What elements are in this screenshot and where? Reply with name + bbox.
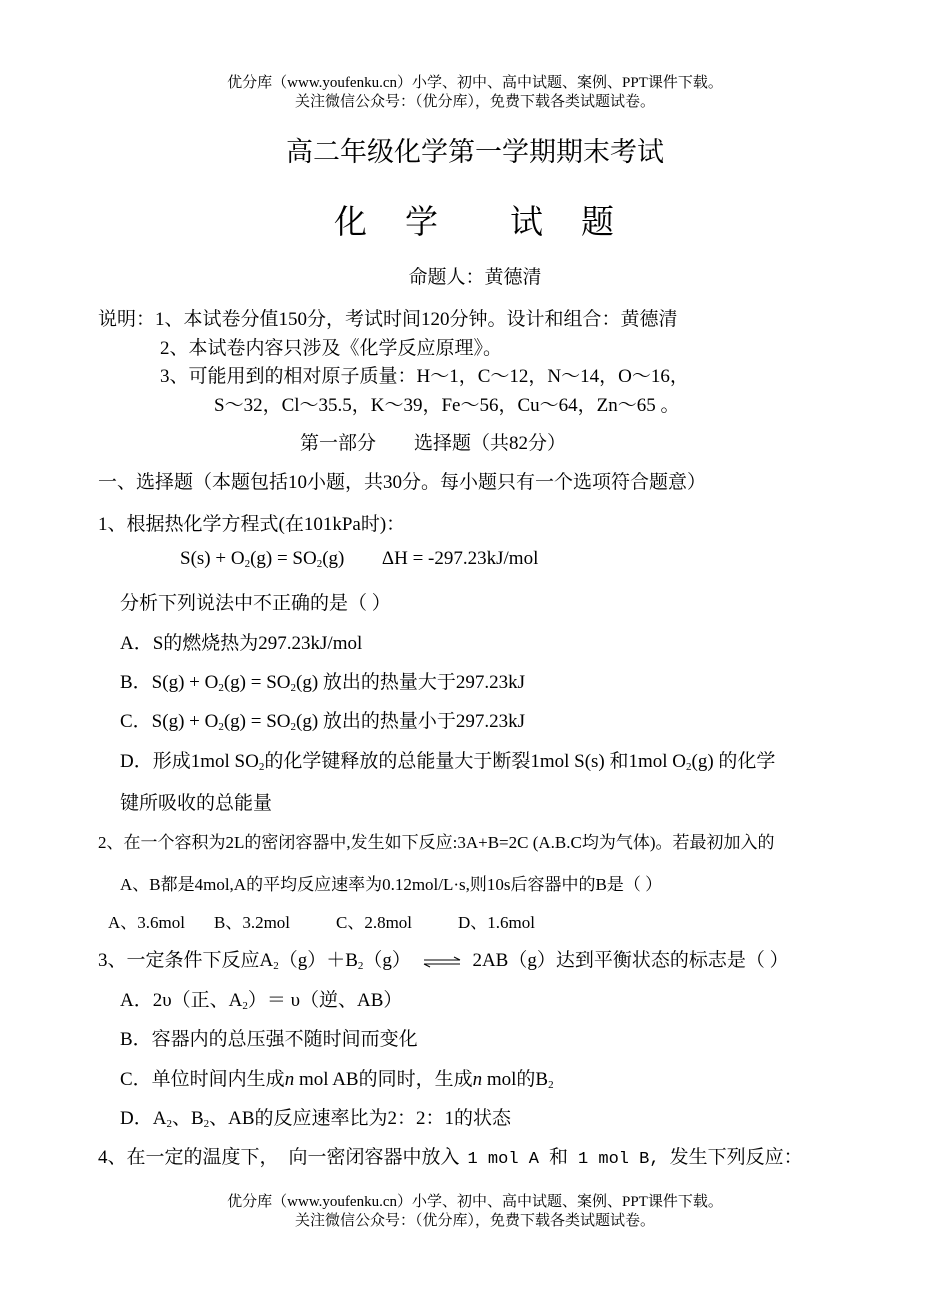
q2-options — [108, 908, 535, 933]
subject-char: 学 — [405, 205, 440, 241]
q3-d-post: 、AB的反应速率比为2：2：1的状态 — [209, 1108, 512, 1129]
q2-stem: 2、在一个容积为2L的密闭容器中,发生如下反应:3A+B=2C (A.B.C均为气体)。若最初加入的 — [98, 833, 775, 852]
instruction-item-3-cont: S～32，Cl～35.5，K～39，Fe～56，Cu～64，Zn～65 。 — [214, 395, 680, 416]
q3-stem-pre: 3、一定条件下反应A — [98, 950, 274, 971]
q1-d-mid: 的化学键释放的总能量大于断裂1mol S(s) 和1mol O — [264, 751, 687, 772]
q4-stem-amount-b: 1 mol B, — [577, 1150, 660, 1169]
q4-stem — [98, 1142, 803, 1169]
subject-char: 试 — [510, 205, 545, 241]
q3-option-b: B．容器内的总压强不随时间而变化 — [120, 1029, 418, 1050]
subscript: 2 — [258, 761, 265, 773]
q4-stem-pre: 4、在一定的温度下， — [98, 1147, 279, 1168]
q2-option-a: A、3.6mol — [108, 913, 185, 932]
q2-option-b: B、3.2mol — [214, 913, 291, 932]
q1-option-d-cont: 键所吸收的总能量 — [120, 793, 273, 814]
subscript: 2 — [290, 721, 297, 733]
subject-title — [0, 196, 950, 243]
q2-option-d: D、1.6mol — [458, 913, 535, 932]
q3-stem-post: 2AB（g）达到平衡状态的标志是（ ） — [472, 950, 789, 971]
header-line-1: 优分库（www.youfenku.cn）小学、初中、高中试题、案例、PPT课件下载。 — [227, 75, 723, 91]
subscript: 2 — [203, 1118, 210, 1130]
q1-eq-left: S(s) + O — [180, 548, 245, 569]
subscript: 2 — [686, 761, 692, 773]
q3-a-post: ）＝ υ（逆、AB） — [247, 990, 403, 1011]
subscript: 2 — [218, 721, 224, 733]
q1-d-post: (g) 的化学 — [691, 751, 776, 772]
q3-d-pre: D．A — [120, 1108, 167, 1129]
q1-eq-mid: (g) = SO — [250, 548, 317, 569]
q1-d-pre: D．形成1mol SO — [120, 751, 259, 772]
q2-option-c: C、2.8mol — [336, 913, 413, 932]
part1-heading: 第一部分 选择题（共82分） — [300, 433, 567, 454]
q1-option-b — [120, 667, 525, 694]
q1-c-post: (g) 放出的热量小于297.23kJ — [296, 711, 526, 732]
q1-option-d — [120, 746, 775, 773]
q1-equation — [180, 548, 538, 570]
instruction-item-3: 3、可能用到的相对原子质量：H～1，C～12，N～14，O～16， — [160, 366, 689, 387]
q3-c-n1: n — [284, 1069, 295, 1090]
q4-stem-post: 发生下列反应： — [669, 1147, 803, 1168]
q1-b-pre: B．S(g) + O — [120, 672, 219, 693]
q1-b-post: (g) 放出的热量大于297.23kJ — [296, 672, 526, 693]
subscript: 2 — [316, 558, 323, 570]
header-line-2: 关注微信公众号：（优分库），免费下载各类试题试卷。 — [294, 94, 655, 110]
equilibrium-arrow-icon — [422, 956, 462, 968]
q1-eq-enthalpy: ΔH = -297.23kJ/mol — [381, 548, 539, 569]
q1-option-c — [120, 706, 525, 733]
q1-c-pre: C．S(g) + O — [120, 711, 219, 732]
subject-char: 化 — [334, 205, 369, 241]
q3-stem-a: （g）＋B — [278, 950, 358, 971]
q1-eq-right: (g) — [322, 548, 345, 569]
q1-ask: 分析下列说法中不正确的是（ ） — [120, 593, 391, 614]
q3-option-d — [120, 1103, 511, 1130]
instruction-item-1: 1、本试卷分值150分，考试时间120分钟。设计和组合：黄德清 — [155, 309, 678, 330]
subscript: 2 — [357, 960, 364, 972]
subscript: 2 — [548, 1079, 554, 1091]
subscript: 2 — [244, 558, 251, 570]
q1-b-mid: (g) = SO — [223, 672, 291, 693]
subscript: 2 — [273, 960, 279, 972]
instruction-item-2: 2、本试卷内容只涉及《化学反应原理》。 — [160, 338, 503, 359]
q3-a-pre: A．2υ（正、A — [120, 990, 243, 1011]
q4-stem-mid: 向一密闭容器中放入 — [288, 1147, 460, 1168]
subscript: 2 — [290, 682, 297, 694]
section-heading: 一、选择题（本题包括10小题，共30分。每小题只有一个选项符合题意） — [98, 472, 707, 493]
exam-title: 高二年级化学第一学期期末考试 — [286, 137, 664, 167]
subscript: 2 — [242, 1000, 248, 1012]
q3-stem-b: （g） — [363, 950, 411, 971]
q3-c-pre: C．单位时间内生成 — [120, 1069, 285, 1090]
q3-stem — [98, 945, 789, 972]
q3-d-mid: 、B — [171, 1108, 204, 1129]
subscript: 2 — [218, 682, 224, 694]
instructions-line-1 — [98, 304, 678, 331]
q3-option-a — [120, 985, 402, 1012]
q4-stem-and: 和 — [548, 1147, 568, 1168]
q1-stem: 1、根据热化学方程式(在101kPa时)： — [98, 514, 406, 535]
subscript: 2 — [166, 1118, 172, 1130]
q3-option-c — [120, 1064, 554, 1091]
q2-stem-cont: A、B都是4mol,A的平均反应速率为0.12mol/L·s,则10s后容器中的B是（ ） — [120, 875, 663, 894]
q1-c-mid: (g) = SO — [223, 711, 291, 732]
q3-c-n2: n — [472, 1069, 483, 1090]
q3-c-mid: mol AB的同时，生成 — [298, 1069, 473, 1090]
footer-line-2: 关注微信公众号：（优分库），免费下载各类试题试卷。 — [294, 1213, 655, 1229]
footer-line-1: 优分库（www.youfenku.cn）小学、初中、高中试题、案例、PPT课件下载。 — [227, 1194, 723, 1210]
q4-stem-amount-a: 1 mol A — [467, 1150, 539, 1169]
subject-char: 题 — [581, 205, 616, 241]
q1-option-a: A．S的燃烧热为297.23kJ/mol — [120, 633, 363, 654]
instructions-label: 说明： — [98, 309, 156, 330]
author: 命题人：黄德清 — [408, 267, 542, 288]
q3-c-post: mol的B — [486, 1069, 549, 1090]
